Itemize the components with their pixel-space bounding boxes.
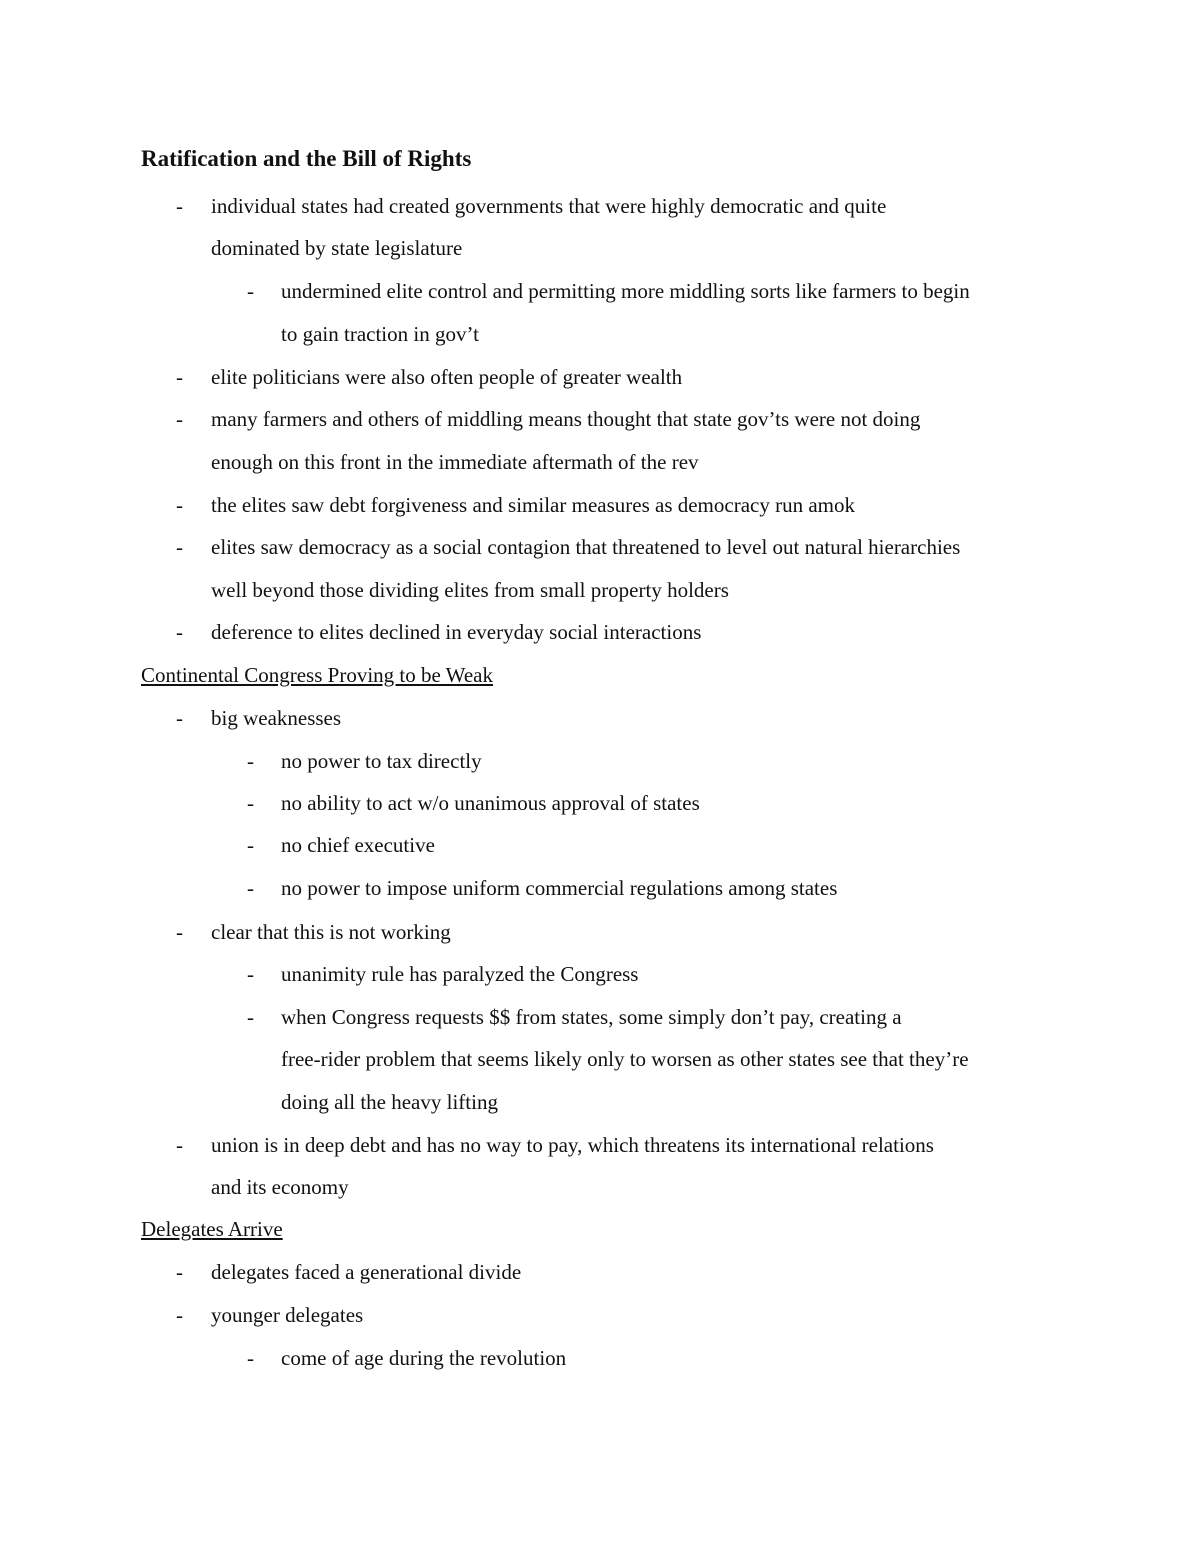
bullet-dash: -: [176, 1260, 183, 1284]
sub-list-item-continued: doing all the heavy lifting: [281, 1090, 498, 1114]
bullet-dash: -: [176, 493, 183, 517]
document-title: Ratification and the Bill of Rights: [141, 146, 472, 171]
list-item: delegates faced a generational divide: [211, 1260, 522, 1284]
sub-bullet-dash: -: [247, 962, 254, 986]
bullet-dash: -: [176, 194, 183, 218]
bullet-dash: -: [176, 1133, 183, 1157]
list-item: big weaknesses: [211, 706, 342, 730]
bullet-dash: -: [176, 365, 183, 389]
sub-list-item: no ability to act w/o unanimous approval of states: [281, 791, 700, 815]
list-item: elite politicians were also often people of greater wealth: [211, 365, 683, 389]
bullet-dash: -: [176, 706, 183, 730]
sub-list-item: unanimity rule has paralyzed the Congress: [281, 962, 639, 986]
list-item: clear that this is not working: [211, 920, 451, 944]
sub-bullet-dash: -: [247, 833, 254, 857]
sub-list-item: undermined elite control and permitting more middling sorts like farmers to begin: [281, 279, 970, 303]
bullet-dash: -: [176, 920, 183, 944]
sub-list-item: come of age during the revolution: [281, 1346, 567, 1370]
list-item: deference to elites declined in everyday social interactions: [211, 620, 702, 644]
sub-list-item: no chief executive: [281, 833, 435, 857]
bullet-dash: -: [176, 407, 183, 431]
sub-list-item: no power to tax directly: [281, 749, 482, 773]
list-item-continued: well beyond those dividing elites from small property holders: [211, 578, 729, 602]
sub-bullet-dash: -: [247, 876, 254, 900]
list-item: many farmers and others of middling means thought that state gov’ts were not doing: [211, 407, 921, 431]
sub-bullet-dash: -: [247, 279, 254, 303]
bullet-dash: -: [176, 620, 183, 644]
list-item: the elites saw debt forgiveness and similar measures as democracy run amok: [211, 493, 855, 517]
section-heading: Continental Congress Proving to be Weak: [141, 663, 493, 687]
sub-list-item: when Congress requests $$ from states, some simply don’t pay, creating a: [281, 1005, 902, 1029]
list-item: younger delegates: [211, 1303, 364, 1327]
sub-bullet-dash: -: [247, 1005, 254, 1029]
list-item: elites saw democracy as a social contagion that threatened to level out natural hierarchies: [211, 535, 961, 559]
sub-list-item: no power to impose uniform commercial regulations among states: [281, 876, 838, 900]
sub-bullet-dash: -: [247, 1346, 254, 1370]
sub-bullet-dash: -: [247, 791, 254, 815]
sub-list-item-continued: free-rider problem that seems likely only to worsen as other states see that they’re: [281, 1047, 969, 1071]
bullet-dash: -: [176, 1303, 183, 1327]
sub-bullet-dash: -: [247, 749, 254, 773]
list-item: individual states had created governments that were highly democratic and quite: [211, 194, 887, 218]
bullet-dash: -: [176, 535, 183, 559]
list-item-continued: and its economy: [211, 1175, 349, 1199]
sub-list-item-continued: to gain traction in gov’t: [281, 322, 479, 346]
list-item-continued: enough on this front in the immediate aftermath of the rev: [211, 450, 699, 474]
section-heading: Delegates Arrive: [141, 1217, 283, 1241]
list-item: union is in deep debt and has no way to pay, which threatens its international relations: [211, 1133, 934, 1157]
list-item-continued: dominated by state legislature: [211, 236, 463, 260]
